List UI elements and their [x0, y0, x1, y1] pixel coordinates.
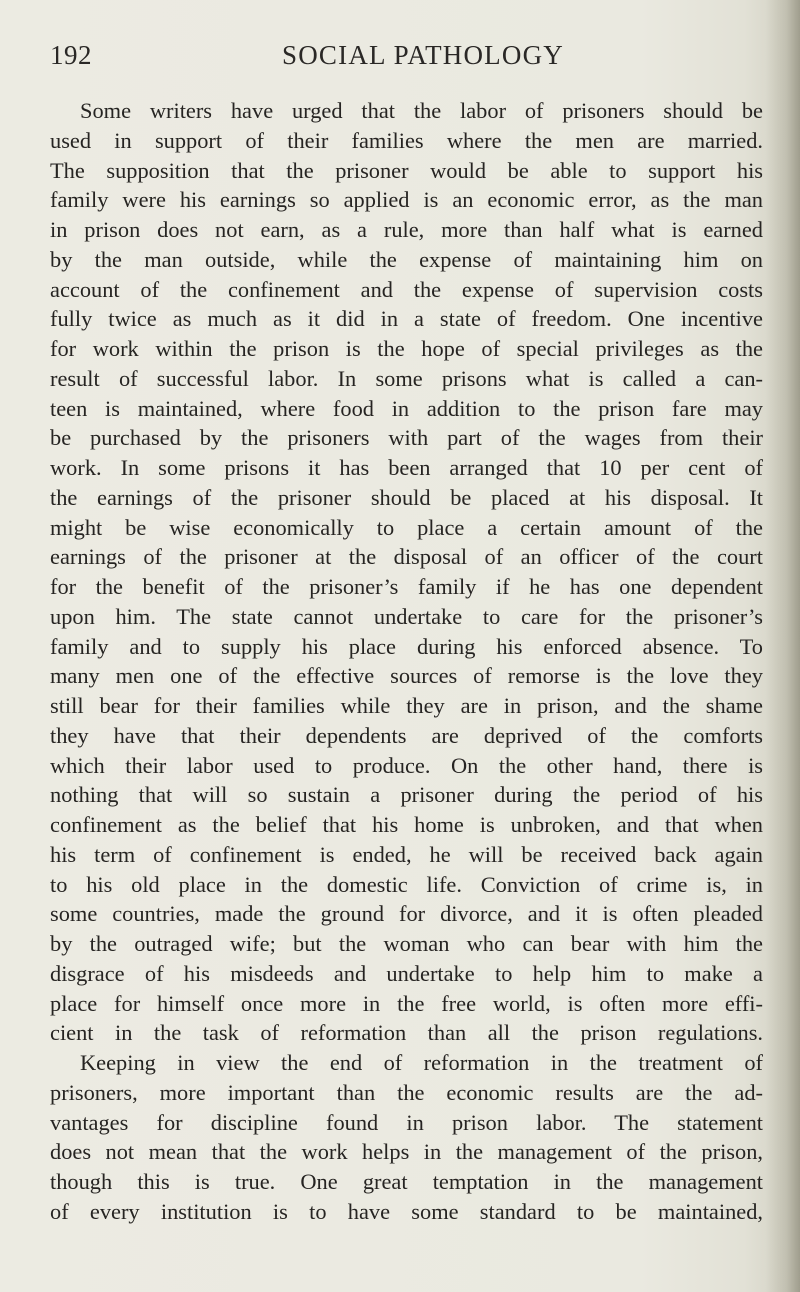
text-line: for work within the prison is the hope of special privileges as the: [50, 336, 763, 361]
text-line: earnings of the prisoner at the disposal of an officer of the court: [50, 544, 763, 570]
text-line: fully twice as much as it did in a state of freedom. One incentive: [50, 306, 763, 332]
text-line: some countries, made the ground for divorce, and it is often pleaded: [50, 901, 763, 927]
text-line: many men one of the effective sources of remorse is the love they: [50, 663, 763, 689]
text-line: be purchased by the prisoners with part of the wages from their: [50, 425, 763, 451]
text-line: might be wise economically to place a certain amount of the: [50, 514, 763, 540]
text-line: to his old place in the domestic life. Conviction of crime is, in: [50, 871, 763, 897]
text-line: result of successful labor. In some prisons what is called a can-: [50, 365, 763, 391]
text-line: Some writers have urged that the labor of prisoners should be: [80, 98, 763, 123]
text-line: family were his earnings so applied is an economic error, as the man: [50, 187, 763, 213]
text-line: prisoners, more important than the economic results are the ad-: [50, 1079, 763, 1105]
text-line: the earnings of the prisoner should be placed at his disposal. It: [50, 484, 763, 510]
page-edge-shadow: [766, 0, 800, 1292]
text-line: The supposition that the prisoner would be able to support his: [50, 157, 763, 183]
text-line: though this is true. One great temptation in the management: [50, 1169, 763, 1194]
text-line: family and to supply his place during his enforced absence. To: [50, 633, 763, 659]
text-line: for the benefit of the prisoner’s family if he has one dependent: [50, 574, 763, 599]
text-line: used in support of their families where the men are married.: [50, 127, 763, 153]
text-line: vantages for discipline found in prison labor. The statement: [50, 1109, 763, 1135]
text-line: teen is maintained, where food in addition to the prison fare may: [50, 395, 763, 421]
text-line: his term of confinement is ended, he will be received back again: [50, 841, 763, 867]
text-line: upon him. The state cannot undertake to care for the prisoner’s: [50, 603, 763, 629]
page-number: 192: [50, 40, 92, 70]
text-line: account of the confinement and the expense of supervision costs: [50, 276, 763, 302]
text-line: does not mean that the work helps in the management of the prison,: [50, 1139, 763, 1165]
body-text: [50, 96, 763, 1227]
text-line: still bear for their families while they are in prison, and the shame: [50, 693, 763, 718]
text-line: by the outraged wife; but the woman who can bear with him the: [50, 931, 763, 956]
text-line: nothing that will so sustain a prisoner during the period of his: [50, 782, 763, 808]
text-line: by the man outside, while the expense of maintaining him on: [50, 246, 763, 272]
text-line: of every institution is to have some standard to be maintained,: [50, 1198, 763, 1224]
text-line: Keeping in view the end of reformation in the treatment of: [80, 1050, 763, 1075]
text-line: confinement as the belief that his home is unbroken, and that when: [50, 812, 763, 837]
text-line: in prison does not earn, as a rule, more than half what is earned: [50, 217, 763, 242]
page-header: [50, 40, 762, 80]
text-line: they have that their dependents are deprived of the comforts: [50, 722, 763, 748]
text-line: place for himself once more in the free world, is often more effi-: [50, 990, 763, 1016]
text-line: work. In some prisons it has been arranged that 10 per cent of: [50, 455, 763, 480]
text-line: cient in the task of reformation than all the prison regulations.: [50, 1020, 763, 1046]
running-head: SOCIAL PATHOLOGY: [282, 40, 564, 70]
text-line: which their labor used to produce. On the other hand, there is: [50, 752, 763, 778]
text-line: disgrace of his misdeeds and undertake to help him to make a: [50, 960, 763, 986]
